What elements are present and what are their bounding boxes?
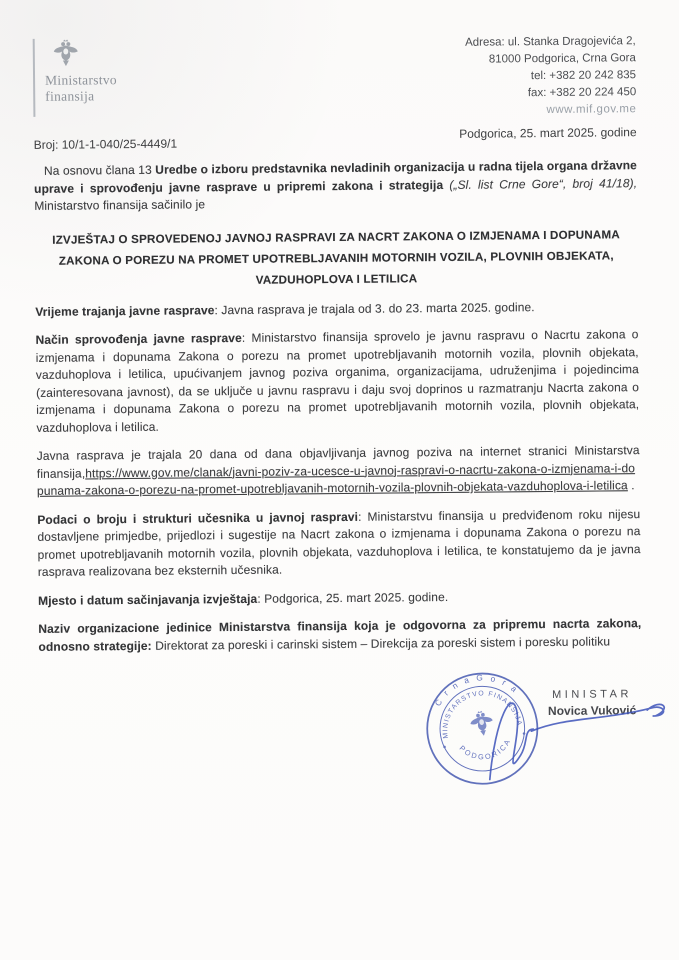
paragraph-publication — [37, 442, 640, 500]
text-run: Direktorat za poreski i carinski sistem – Direkcija za poreski sistem i poresku politiku — [151, 633, 611, 653]
text-run: : Javna rasprava je trajala od 3. do 23. marta 2025. godine. — [214, 299, 535, 317]
logo-divider-bar — [33, 39, 36, 117]
text-run: Uredbe o izboru predstavnika nevladinih organizacija u radna tijela organa državne uprave i sprovođenju javne rasprave u pripremi zakona i strategija — [34, 158, 637, 196]
text-run: : Ministarstvo finansija sprovelo je javnu raspravu o Nacrtu zakona o izmjenama i dopunama Zakona o porezu na promet upotrebljavanih motornih vozila, plovnih objekata, vazduhoplova i letilica, upućivanjem javnog poziva organima, organizacijama, udruženjima i pojedincima (zainteresovana javnost), da se uključe u javnu raspravu i daju svoj doprinos u razmatranju Nacrta zakona o izmjenama i dopunama Zakona o porezu na promet upotrebljavanih motornih vozila, plovnih objekata, vazduhoplova i letilica. — [35, 327, 640, 435]
address-line: www.mif.gov.me — [546, 103, 637, 116]
address-line: Adresa: ul. Stanka Dragojevića 2, — [464, 35, 636, 49]
address-line: fax: +382 20 224 450 — [527, 86, 637, 100]
paragraph-responsible-unit — [38, 615, 641, 656]
logo-column — [45, 36, 118, 117]
text-run: : Podgorica, 25. mart 2025. godine. — [257, 589, 449, 606]
text-run: Ministarstvo finansija sačinilo je — [34, 197, 206, 213]
text-run: Na osnovu člana 13 — [43, 162, 156, 178]
text-run: Mjesto i datum sačinjavanja izvještaja — [37, 591, 258, 608]
handwritten-signature-scribble — [403, 650, 679, 823]
meta-row — [33, 125, 637, 152]
minister-name: Novica Vuković — [547, 703, 637, 719]
ministry-name-line1: Ministarstvo — [44, 72, 117, 88]
signature-area — [39, 654, 644, 850]
paragraph-legal-basis — [34, 157, 637, 215]
montenegro-coat-of-arms-icon — [51, 36, 81, 68]
text-run: . — [627, 478, 635, 493]
stamp-city-text: PODGORICA — [457, 736, 513, 762]
text-run: Naziv organizacione jedinice Ministarstva finansija koja je odgovorna za pripremu nacrta zakona, odnosno strategije: — [38, 616, 642, 654]
address-line: tel: +382 20 242 835 — [530, 69, 637, 83]
address-line: 81000 Podgorica, Crna Gora — [488, 52, 636, 66]
stamp-ministry-text: MINISTARSTVO FINANSIJA — [442, 690, 523, 739]
ministry-name-line2: finansija — [45, 88, 95, 104]
text-run: Javna rasprava je trajala 20 dana od dana objavljivanja javnog poziva na internet stranici Ministarstva finansija, — [36, 443, 640, 481]
text-run: Vrijeme trajanja javne rasprave — [35, 302, 215, 319]
paragraph-duration — [35, 298, 638, 321]
paragraph-report-place-date — [38, 587, 641, 610]
reference-number: Broj: 10/1-1-040/25-4449/1 — [33, 136, 178, 152]
address-block — [465, 33, 636, 120]
place-date-line: Podgorica, 25. mart 2025. godine — [459, 125, 637, 141]
report-title: IZVJEŠTAJ O SPROVEDENOJ JAVNOJ RASPRAVI ZA NACRT ZAKONA O IZMJENAMA I DOPUNAMA ZAKONA O POREZU NA PROMET UPOTREBLJAVANIH MOTORNIH VOZILA, PLOVNIH OBJEKATA, VAZDUHOPLOVA I LETILICA — [52, 227, 620, 287]
paragraph-participants — [37, 506, 641, 582]
text-run: („Sl. list Crne Gore“, broj 41/18), — [449, 175, 638, 192]
text-run: : Ministarstvu finansija u predviđenom roku nijesu dostavljene primjedbe, prijedlozi i sugestije na Nacrt zakona o izmjenama i dopunama Zakona o porezu na promet upotrebljavanih motornih vozila, plovnih objekata, vazduhoplova i letilica, te konstatujemo da je javna rasprava realizovana bez eksternih učesnika. — [37, 506, 641, 579]
paragraph-method — [35, 326, 639, 437]
letterhead — [33, 31, 637, 124]
text-run: Način sprovođenja javne rasprave — [35, 330, 242, 347]
public-call-link[interactable]: https://www.gov.me/clanak/javni-poziv-za-ucesce-u-javnoj-raspravi-o-nacrtu-zakona-o-izmjenama-i-dopunama-zakona-o-porezu-na-promet-upotrebljavanih-motornih-vozila-plovnih-objekata-vazduhoplova-i-letilica — [36, 460, 636, 498]
minister-title: MINISTAR — [552, 688, 632, 701]
ministry-logo — [33, 36, 118, 117]
stamp-country-text: C r n a G o r a — [432, 672, 521, 708]
text-run: Podaci o broju i strukturi učesnika u javnoj raspravi — [37, 509, 359, 527]
